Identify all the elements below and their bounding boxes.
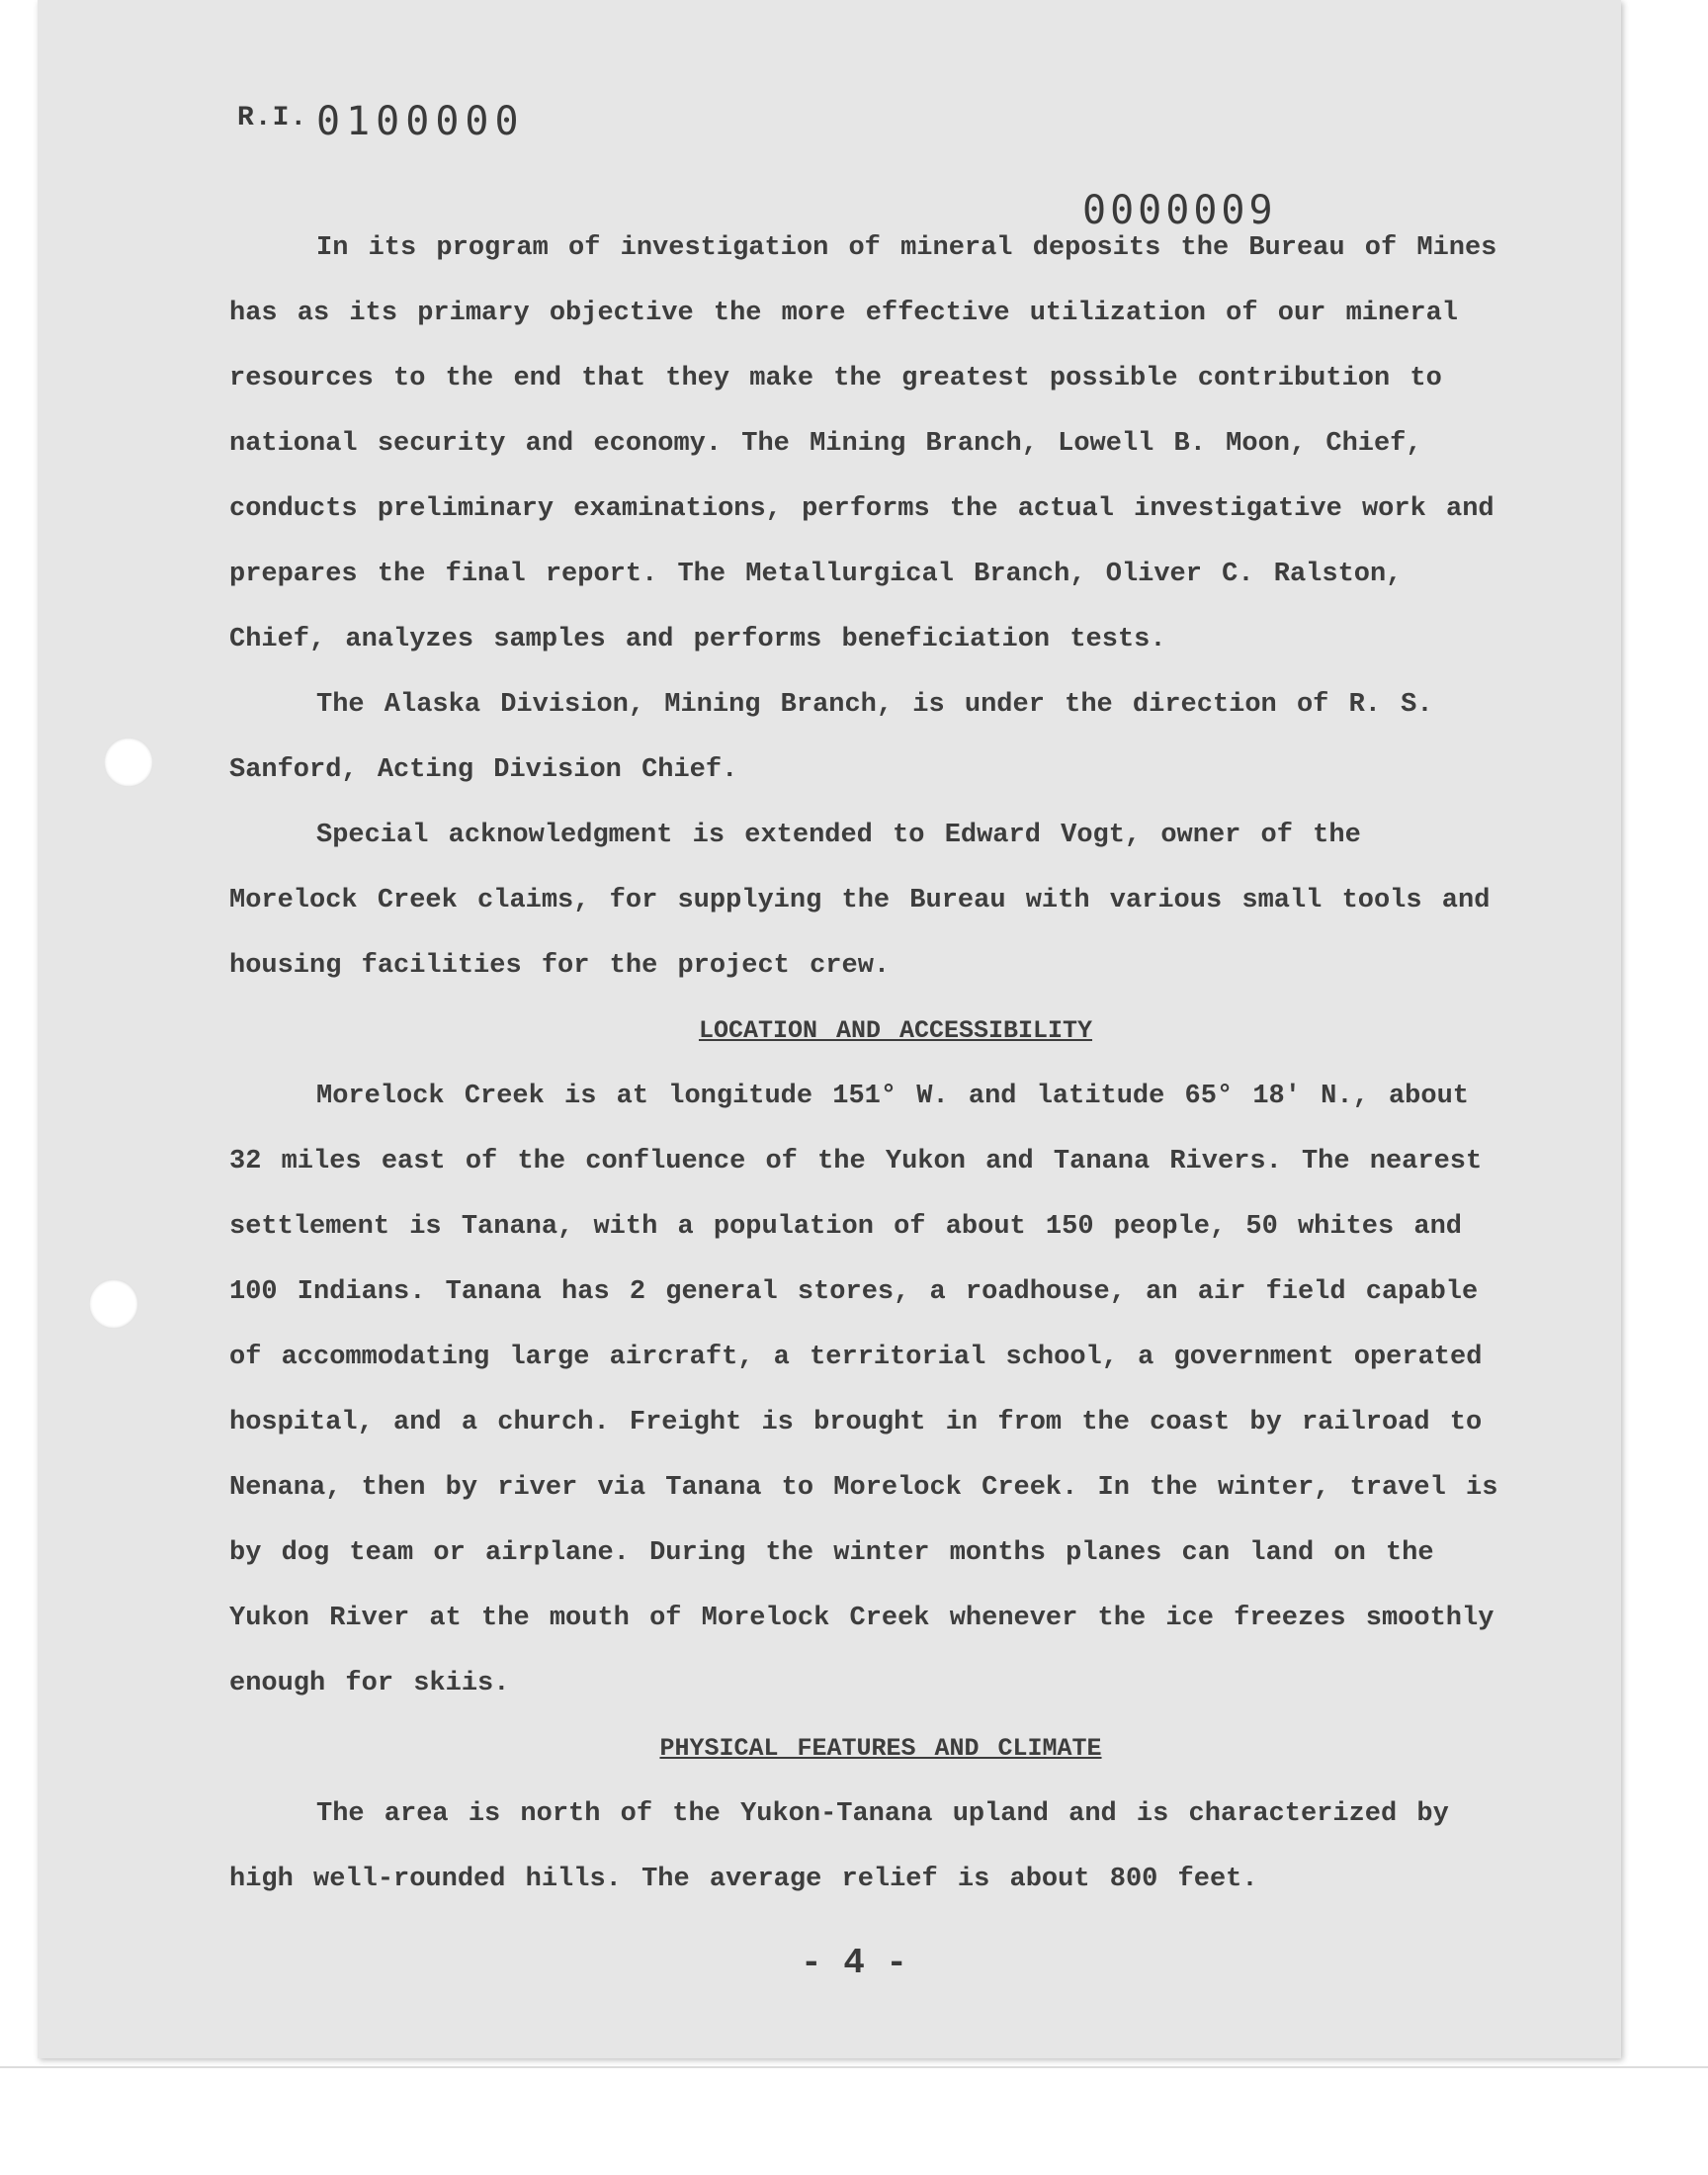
punch-hole-bottom [89,1279,138,1329]
page-stamp-number: 0000009 [1082,188,1277,233]
report-label: R.I. [237,103,308,133]
punch-hole-top [104,738,153,787]
paragraph-alaska-division: The Alaska Division, Mining Branch, is under the direction of R. S. Sanford, Acting Division Chief. [229,690,1433,785]
paragraph-acknowledgment: Special acknowledgment is extended to Edward Vogt, owner of the Morelock Creek claims, for supplying the Bureau with various small tools and housing facilities for the project crew. [229,821,1491,981]
document-body [229,216,1504,1912]
report-number-stamp: 0100000 [316,99,525,144]
heading-location-accessibility: LOCATION AND ACCESSIBILITY [698,1016,1093,1045]
paragraph-bureau-objective: In its program of investigation of mineral deposits the Bureau of Mines has as its primary objective the more effective utilization of our mineral resources to the end that they make the greatest possible contribution to national security and economy. The Mining Branch, Lowell B. Moon, Chief, conducts preliminary examinations, performs the actual investigative work and prepares the final report. The Metallurgical Branch, Oliver C. Ralston, Chief, analyzes samples and performs beneficiation tests. [229,233,1497,654]
paragraph-location: Morelock Creek is at longitude 151° W. and latitude 65° 18' N., about 32 miles east of the confluence of the Yukon and Tanana Rivers. The nearest settlement is Tanana, with a population of about 150 people, 50 whites and 100 Indians. Tanana has 2 general stores, a roadhouse, an air field capable of accommodating large aircraft, a territorial school, a government operated hospital, and a church. Freight is brought in from the coast by railroad to Nenana, then by river via Tanana to Morelock Creek. In the winter, travel is by dog team or airplane. During the winter months planes can land on the Yukon River at the mouth of Morelock Creek whenever the ice freezes smoothly enough for skiis. [229,1082,1498,1698]
paragraph-physical: The area is north of the Yukon-Tanana upland and is characterized by high well-rounded hills. The average relief is about 800 feet. [229,1799,1449,1894]
scan-edge-line [0,2066,1708,2068]
heading-physical-features: PHYSICAL FEATURES AND CLIMATE [659,1734,1102,1763]
page-number: - 4 - [800,1943,908,1983]
